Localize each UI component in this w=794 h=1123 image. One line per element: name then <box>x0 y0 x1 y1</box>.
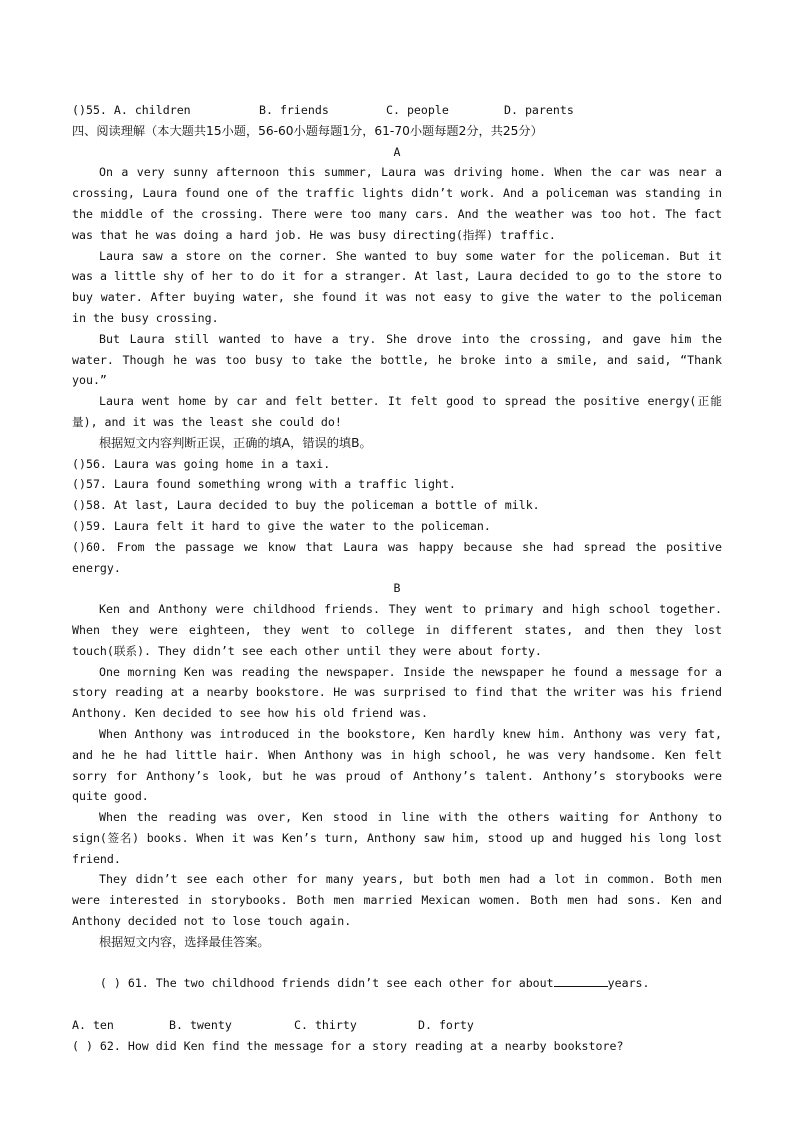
passage-b-paragraph: When the reading was over, Ken stood in line with the others waiting for Anthony to sign(签名) books. When it was Ken’s turn, Anthony saw him, stood up and hugged his long lost friend. <box>72 810 729 866</box>
passage-a-paragraph: Laura saw a store on the corner. She wanted to buy some water for the policeman. But it was a little shy of her to do it for a stranger. At last, Laura decided to go to the store to buy water. After buying water, she found it was not easy to give the water to the policeman in the busy crossing. <box>72 248 729 325</box>
question-60: ()60. From the passage we know that Laura was happy because she had spread the positive energy. <box>72 539 729 575</box>
question-57: ()57. Laura found something wrong with a traffic light. <box>72 477 456 492</box>
passage-b-label: B <box>393 581 401 596</box>
question-56: ()56. Laura was going home in a taxi. <box>72 456 331 471</box>
q61-options <box>72 1015 722 1036</box>
passage-b-paragraph: When Anthony was introduced in the bookstore, Ken hardly knew him. Anthony was very fat, and he he had little hair. When Anthony was in high school, he was very handsome. Ken felt sorry for Anthony’s look, but he was proud of Anthony’s talent. Anthony’s storybooks were quite good. <box>72 726 729 804</box>
question-59: ()59. Laura felt it hard to give the water to the policeman. <box>72 518 491 533</box>
q61-option-b: B. twenty <box>169 1018 232 1033</box>
passage-a-paragraph: On a very sunny afternoon this summer, Laura was driving home. When the car was near a crossing, Laura found one of the traffic lights didn’t work. And a policeman was standing in the middle of the crossing. There were too many cars. And the weather was too hot. The fact was that he was doing a hard job. He was busy directing(指挥) traffic. <box>72 165 729 242</box>
passage-a-paragraph: But Laura still wanted to have a try. She drove into the crossing, and gave him the water. Though he was too busy to take the bottle, he broke into a smile, and said, “Thank you.” <box>72 331 729 388</box>
q55-option-b: B. friends <box>259 103 329 117</box>
q55-option-c: C. people <box>386 103 449 117</box>
passage-a-label: A <box>393 144 401 159</box>
q61-stem: ( ) 61. The two childhood friends didn’t see each other for about <box>99 976 554 991</box>
passage-b-paragraph: They didn’t see each other for many years, but both men had a lot in common. Both men were interested in storybooks. Both men married Mexican women. Both men had sons. Ken and Anthony decided not to lose touch again. <box>72 872 729 929</box>
passage-b-paragraph: One morning Ken was reading the newspaper. Inside the newspaper he found a message for a story reading at a nearby bookstore. He was surprised to find that the writer was his friend Anthony. Ken decided to see how his old friend was. <box>72 664 729 721</box>
q61-option-c: C. thirty <box>294 1018 357 1033</box>
passage-a-paragraph: Laura went home by car and felt better. It felt good to spread the positive energy(正能量), and it was the least she could do! <box>72 394 722 429</box>
q55-option-a: ()55. A. children <box>72 103 191 117</box>
q61-option-d: D. forty <box>418 1018 474 1033</box>
passage-a-instruction: 根据短文内容判断正误，正确的填A，错误的填B。 <box>99 435 372 450</box>
passage-b-paragraph: Ken and Anthony were childhood friends. They went to primary and high school together. When they were eighteen, they went to college in different states, and then they lost touch(联系). They didn’t see each other until they were about forty. <box>72 602 729 658</box>
exam-page <box>72 100 729 1057</box>
q55-option-d: D. parents <box>504 103 574 117</box>
q61-option-a: A. ten <box>72 1018 114 1033</box>
question-62: ( ) 62. How did Ken find the message for a story reading at a nearby bookstore? <box>72 1038 624 1053</box>
passage-b-instruction: 根据短文内容，选择最佳答案。 <box>99 934 270 949</box>
section-heading: 四、阅读理解（本大题共15小题，56-60小题每题1分，61-70小题每题2分，共25分） <box>72 123 543 138</box>
question-58: ()58. At last, Laura decided to buy the policeman a bottle of milk. <box>72 498 540 513</box>
answer-blank[interactable] <box>554 974 608 987</box>
q61-stem-end: years. <box>607 976 650 991</box>
question-55 <box>72 100 722 121</box>
question-61 <box>72 953 722 1015</box>
